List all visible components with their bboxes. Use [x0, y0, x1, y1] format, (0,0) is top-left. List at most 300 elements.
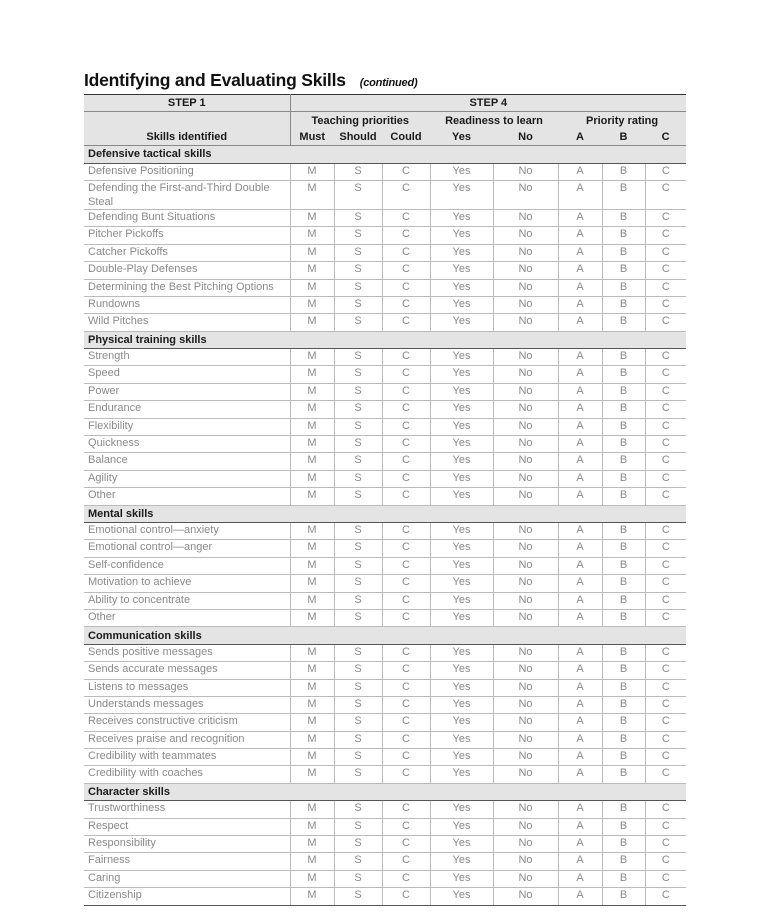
option-b[interactable]: B [602, 609, 645, 626]
option-b[interactable]: B [602, 714, 645, 731]
option-no[interactable]: No [493, 609, 558, 626]
option-c[interactable]: C [645, 227, 686, 244]
option-should[interactable]: S [334, 418, 382, 435]
option-must[interactable]: M [290, 836, 334, 853]
option-c[interactable]: C [645, 488, 686, 505]
option-a[interactable]: A [558, 870, 602, 887]
option-must[interactable]: M [290, 540, 334, 557]
option-should[interactable]: S [334, 592, 382, 609]
option-c[interactable]: C [645, 644, 686, 661]
option-c[interactable]: C [645, 696, 686, 713]
option-a[interactable]: A [558, 383, 602, 400]
option-a[interactable]: A [558, 853, 602, 870]
option-yes[interactable]: Yes [430, 262, 493, 279]
option-should[interactable]: S [334, 888, 382, 905]
option-c[interactable]: C [645, 870, 686, 887]
option-must[interactable]: M [290, 853, 334, 870]
option-c[interactable]: C [645, 749, 686, 766]
option-c[interactable]: C [645, 366, 686, 383]
option-should[interactable]: S [334, 540, 382, 557]
option-c[interactable]: C [645, 592, 686, 609]
option-should[interactable]: S [334, 453, 382, 470]
option-b[interactable]: B [602, 679, 645, 696]
option-no[interactable]: No [493, 540, 558, 557]
option-yes[interactable]: Yes [430, 836, 493, 853]
option-could[interactable]: C [382, 209, 430, 226]
option-c[interactable]: C [645, 731, 686, 748]
option-c[interactable]: C [645, 314, 686, 331]
option-no[interactable]: No [493, 592, 558, 609]
option-a[interactable]: A [558, 522, 602, 539]
option-b[interactable]: B [602, 853, 645, 870]
option-b[interactable]: B [602, 209, 645, 226]
option-could[interactable]: C [382, 383, 430, 400]
option-b[interactable]: B [602, 296, 645, 313]
option-a[interactable]: A [558, 609, 602, 626]
option-a[interactable]: A [558, 314, 602, 331]
option-no[interactable]: No [493, 853, 558, 870]
option-no[interactable]: No [493, 296, 558, 313]
option-no[interactable]: No [493, 209, 558, 226]
option-no[interactable]: No [493, 383, 558, 400]
option-no[interactable]: No [493, 801, 558, 818]
option-b[interactable]: B [602, 731, 645, 748]
option-c[interactable]: C [645, 209, 686, 226]
option-no[interactable]: No [493, 349, 558, 366]
option-b[interactable]: B [602, 888, 645, 905]
option-no[interactable]: No [493, 836, 558, 853]
option-must[interactable]: M [290, 679, 334, 696]
option-could[interactable]: C [382, 279, 430, 296]
option-a[interactable]: A [558, 836, 602, 853]
option-c[interactable]: C [645, 163, 686, 180]
option-should[interactable]: S [334, 522, 382, 539]
option-no[interactable]: No [493, 180, 558, 209]
option-yes[interactable]: Yes [430, 801, 493, 818]
option-should[interactable]: S [334, 644, 382, 661]
option-could[interactable]: C [382, 818, 430, 835]
option-must[interactable]: M [290, 731, 334, 748]
option-no[interactable]: No [493, 279, 558, 296]
option-should[interactable]: S [334, 870, 382, 887]
option-b[interactable]: B [602, 436, 645, 453]
option-c[interactable]: C [645, 888, 686, 905]
option-must[interactable]: M [290, 749, 334, 766]
option-b[interactable]: B [602, 870, 645, 887]
option-must[interactable]: M [290, 366, 334, 383]
option-yes[interactable]: Yes [430, 592, 493, 609]
option-b[interactable]: B [602, 766, 645, 783]
option-a[interactable]: A [558, 696, 602, 713]
option-b[interactable]: B [602, 383, 645, 400]
option-should[interactable]: S [334, 609, 382, 626]
option-b[interactable]: B [602, 644, 645, 661]
option-must[interactable]: M [290, 383, 334, 400]
option-no[interactable]: No [493, 366, 558, 383]
option-could[interactable]: C [382, 227, 430, 244]
option-a[interactable]: A [558, 436, 602, 453]
option-should[interactable]: S [334, 244, 382, 261]
option-c[interactable]: C [645, 436, 686, 453]
option-c[interactable]: C [645, 470, 686, 487]
option-a[interactable]: A [558, 296, 602, 313]
option-a[interactable]: A [558, 244, 602, 261]
option-no[interactable]: No [493, 714, 558, 731]
option-yes[interactable]: Yes [430, 296, 493, 313]
option-could[interactable]: C [382, 749, 430, 766]
option-no[interactable]: No [493, 436, 558, 453]
option-should[interactable]: S [334, 801, 382, 818]
option-must[interactable]: M [290, 870, 334, 887]
option-b[interactable]: B [602, 470, 645, 487]
option-must[interactable]: M [290, 470, 334, 487]
option-b[interactable]: B [602, 575, 645, 592]
option-must[interactable]: M [290, 714, 334, 731]
option-no[interactable]: No [493, 696, 558, 713]
option-yes[interactable]: Yes [430, 888, 493, 905]
option-could[interactable]: C [382, 731, 430, 748]
option-could[interactable]: C [382, 714, 430, 731]
option-a[interactable]: A [558, 163, 602, 180]
option-no[interactable]: No [493, 888, 558, 905]
option-a[interactable]: A [558, 592, 602, 609]
option-c[interactable]: C [645, 818, 686, 835]
option-could[interactable]: C [382, 314, 430, 331]
option-b[interactable]: B [602, 418, 645, 435]
option-yes[interactable]: Yes [430, 557, 493, 574]
option-c[interactable]: C [645, 714, 686, 731]
option-no[interactable]: No [493, 766, 558, 783]
option-no[interactable]: No [493, 163, 558, 180]
option-no[interactable]: No [493, 262, 558, 279]
option-no[interactable]: No [493, 644, 558, 661]
option-c[interactable]: C [645, 853, 686, 870]
option-could[interactable]: C [382, 696, 430, 713]
option-a[interactable]: A [558, 349, 602, 366]
option-must[interactable]: M [290, 163, 334, 180]
option-no[interactable]: No [493, 557, 558, 574]
option-must[interactable]: M [290, 436, 334, 453]
option-should[interactable]: S [334, 470, 382, 487]
option-should[interactable]: S [334, 349, 382, 366]
option-yes[interactable]: Yes [430, 870, 493, 887]
option-could[interactable]: C [382, 163, 430, 180]
option-b[interactable]: B [602, 801, 645, 818]
option-should[interactable]: S [334, 227, 382, 244]
option-a[interactable]: A [558, 766, 602, 783]
option-yes[interactable]: Yes [430, 418, 493, 435]
option-c[interactable]: C [645, 383, 686, 400]
option-must[interactable]: M [290, 244, 334, 261]
option-could[interactable]: C [382, 522, 430, 539]
option-c[interactable]: C [645, 836, 686, 853]
option-should[interactable]: S [334, 296, 382, 313]
option-b[interactable]: B [602, 540, 645, 557]
option-must[interactable]: M [290, 296, 334, 313]
option-b[interactable]: B [602, 366, 645, 383]
option-should[interactable]: S [334, 279, 382, 296]
option-a[interactable]: A [558, 679, 602, 696]
option-a[interactable]: A [558, 418, 602, 435]
option-no[interactable]: No [493, 453, 558, 470]
option-yes[interactable]: Yes [430, 436, 493, 453]
option-could[interactable]: C [382, 418, 430, 435]
option-b[interactable]: B [602, 592, 645, 609]
option-yes[interactable]: Yes [430, 818, 493, 835]
option-c[interactable]: C [645, 609, 686, 626]
option-a[interactable]: A [558, 401, 602, 418]
option-b[interactable]: B [602, 488, 645, 505]
option-c[interactable]: C [645, 244, 686, 261]
option-no[interactable]: No [493, 749, 558, 766]
option-yes[interactable]: Yes [430, 209, 493, 226]
option-c[interactable]: C [645, 262, 686, 279]
option-could[interactable]: C [382, 870, 430, 887]
option-must[interactable]: M [290, 209, 334, 226]
option-c[interactable]: C [645, 522, 686, 539]
option-a[interactable]: A [558, 644, 602, 661]
option-b[interactable]: B [602, 314, 645, 331]
option-must[interactable]: M [290, 696, 334, 713]
option-no[interactable]: No [493, 662, 558, 679]
option-could[interactable]: C [382, 470, 430, 487]
option-b[interactable]: B [602, 227, 645, 244]
option-no[interactable]: No [493, 244, 558, 261]
option-a[interactable]: A [558, 209, 602, 226]
option-should[interactable]: S [334, 749, 382, 766]
option-should[interactable]: S [334, 731, 382, 748]
option-c[interactable]: C [645, 540, 686, 557]
option-a[interactable]: A [558, 279, 602, 296]
option-a[interactable]: A [558, 888, 602, 905]
option-must[interactable]: M [290, 180, 334, 209]
option-a[interactable]: A [558, 714, 602, 731]
option-b[interactable]: B [602, 696, 645, 713]
option-yes[interactable]: Yes [430, 575, 493, 592]
option-a[interactable]: A [558, 227, 602, 244]
option-a[interactable]: A [558, 801, 602, 818]
option-could[interactable]: C [382, 592, 430, 609]
option-b[interactable]: B [602, 244, 645, 261]
option-no[interactable]: No [493, 522, 558, 539]
option-must[interactable]: M [290, 401, 334, 418]
option-should[interactable]: S [334, 714, 382, 731]
option-yes[interactable]: Yes [430, 644, 493, 661]
option-a[interactable]: A [558, 749, 602, 766]
option-c[interactable]: C [645, 279, 686, 296]
option-should[interactable]: S [334, 401, 382, 418]
option-c[interactable]: C [645, 453, 686, 470]
option-no[interactable]: No [493, 575, 558, 592]
option-no[interactable]: No [493, 470, 558, 487]
option-must[interactable]: M [290, 575, 334, 592]
option-a[interactable]: A [558, 262, 602, 279]
option-yes[interactable]: Yes [430, 696, 493, 713]
option-yes[interactable]: Yes [430, 749, 493, 766]
option-could[interactable]: C [382, 540, 430, 557]
option-c[interactable]: C [645, 349, 686, 366]
option-must[interactable]: M [290, 818, 334, 835]
option-no[interactable]: No [493, 314, 558, 331]
option-no[interactable]: No [493, 401, 558, 418]
option-must[interactable]: M [290, 262, 334, 279]
option-could[interactable]: C [382, 453, 430, 470]
option-should[interactable]: S [334, 383, 382, 400]
option-c[interactable]: C [645, 801, 686, 818]
option-should[interactable]: S [334, 436, 382, 453]
option-could[interactable]: C [382, 662, 430, 679]
option-should[interactable]: S [334, 209, 382, 226]
option-must[interactable]: M [290, 279, 334, 296]
option-must[interactable]: M [290, 766, 334, 783]
option-should[interactable]: S [334, 575, 382, 592]
option-c[interactable]: C [645, 296, 686, 313]
option-yes[interactable]: Yes [430, 679, 493, 696]
option-b[interactable]: B [602, 818, 645, 835]
option-could[interactable]: C [382, 888, 430, 905]
option-yes[interactable]: Yes [430, 314, 493, 331]
option-could[interactable]: C [382, 296, 430, 313]
option-should[interactable]: S [334, 163, 382, 180]
option-no[interactable]: No [493, 488, 558, 505]
option-b[interactable]: B [602, 180, 645, 209]
option-b[interactable]: B [602, 836, 645, 853]
option-yes[interactable]: Yes [430, 401, 493, 418]
option-must[interactable]: M [290, 801, 334, 818]
option-a[interactable]: A [558, 180, 602, 209]
option-could[interactable]: C [382, 766, 430, 783]
option-should[interactable]: S [334, 662, 382, 679]
option-b[interactable]: B [602, 349, 645, 366]
option-a[interactable]: A [558, 453, 602, 470]
option-yes[interactable]: Yes [430, 180, 493, 209]
option-could[interactable]: C [382, 575, 430, 592]
option-should[interactable]: S [334, 679, 382, 696]
option-c[interactable]: C [645, 575, 686, 592]
option-could[interactable]: C [382, 244, 430, 261]
option-could[interactable]: C [382, 679, 430, 696]
option-could[interactable]: C [382, 801, 430, 818]
option-no[interactable]: No [493, 731, 558, 748]
option-c[interactable]: C [645, 662, 686, 679]
option-b[interactable]: B [602, 262, 645, 279]
option-b[interactable]: B [602, 453, 645, 470]
option-must[interactable]: M [290, 609, 334, 626]
option-a[interactable]: A [558, 662, 602, 679]
option-should[interactable]: S [334, 366, 382, 383]
option-could[interactable]: C [382, 488, 430, 505]
option-yes[interactable]: Yes [430, 227, 493, 244]
option-should[interactable]: S [334, 557, 382, 574]
option-a[interactable]: A [558, 818, 602, 835]
option-yes[interactable]: Yes [430, 522, 493, 539]
option-no[interactable]: No [493, 818, 558, 835]
option-yes[interactable]: Yes [430, 714, 493, 731]
option-b[interactable]: B [602, 557, 645, 574]
option-a[interactable]: A [558, 366, 602, 383]
option-yes[interactable]: Yes [430, 488, 493, 505]
option-could[interactable]: C [382, 644, 430, 661]
option-must[interactable]: M [290, 418, 334, 435]
option-yes[interactable]: Yes [430, 383, 493, 400]
option-a[interactable]: A [558, 731, 602, 748]
option-must[interactable]: M [290, 522, 334, 539]
option-should[interactable]: S [334, 766, 382, 783]
option-yes[interactable]: Yes [430, 853, 493, 870]
option-should[interactable]: S [334, 696, 382, 713]
option-should[interactable]: S [334, 853, 382, 870]
option-must[interactable]: M [290, 488, 334, 505]
option-could[interactable]: C [382, 349, 430, 366]
option-c[interactable]: C [645, 418, 686, 435]
option-should[interactable]: S [334, 262, 382, 279]
option-yes[interactable]: Yes [430, 163, 493, 180]
option-b[interactable]: B [602, 749, 645, 766]
option-a[interactable]: A [558, 575, 602, 592]
option-could[interactable]: C [382, 836, 430, 853]
option-yes[interactable]: Yes [430, 766, 493, 783]
option-b[interactable]: B [602, 662, 645, 679]
option-yes[interactable]: Yes [430, 731, 493, 748]
option-no[interactable]: No [493, 227, 558, 244]
option-could[interactable]: C [382, 853, 430, 870]
option-yes[interactable]: Yes [430, 453, 493, 470]
option-must[interactable]: M [290, 227, 334, 244]
option-no[interactable]: No [493, 870, 558, 887]
option-yes[interactable]: Yes [430, 662, 493, 679]
option-b[interactable]: B [602, 163, 645, 180]
option-should[interactable]: S [334, 314, 382, 331]
option-could[interactable]: C [382, 366, 430, 383]
option-could[interactable]: C [382, 180, 430, 209]
option-no[interactable]: No [493, 418, 558, 435]
option-yes[interactable]: Yes [430, 349, 493, 366]
option-c[interactable]: C [645, 679, 686, 696]
option-must[interactable]: M [290, 314, 334, 331]
option-must[interactable]: M [290, 349, 334, 366]
option-could[interactable]: C [382, 401, 430, 418]
option-must[interactable]: M [290, 888, 334, 905]
option-must[interactable]: M [290, 592, 334, 609]
option-yes[interactable]: Yes [430, 279, 493, 296]
option-b[interactable]: B [602, 522, 645, 539]
option-yes[interactable]: Yes [430, 470, 493, 487]
option-should[interactable]: S [334, 836, 382, 853]
option-a[interactable]: A [558, 540, 602, 557]
option-no[interactable]: No [493, 679, 558, 696]
option-must[interactable]: M [290, 557, 334, 574]
option-c[interactable]: C [645, 180, 686, 209]
option-b[interactable]: B [602, 401, 645, 418]
option-c[interactable]: C [645, 401, 686, 418]
option-yes[interactable]: Yes [430, 244, 493, 261]
option-could[interactable]: C [382, 262, 430, 279]
option-should[interactable]: S [334, 488, 382, 505]
option-yes[interactable]: Yes [430, 609, 493, 626]
option-yes[interactable]: Yes [430, 540, 493, 557]
option-b[interactable]: B [602, 279, 645, 296]
option-must[interactable]: M [290, 644, 334, 661]
option-a[interactable]: A [558, 557, 602, 574]
option-a[interactable]: A [558, 470, 602, 487]
option-must[interactable]: M [290, 662, 334, 679]
option-c[interactable]: C [645, 766, 686, 783]
option-could[interactable]: C [382, 436, 430, 453]
option-should[interactable]: S [334, 180, 382, 209]
option-could[interactable]: C [382, 557, 430, 574]
option-a[interactable]: A [558, 488, 602, 505]
option-could[interactable]: C [382, 609, 430, 626]
